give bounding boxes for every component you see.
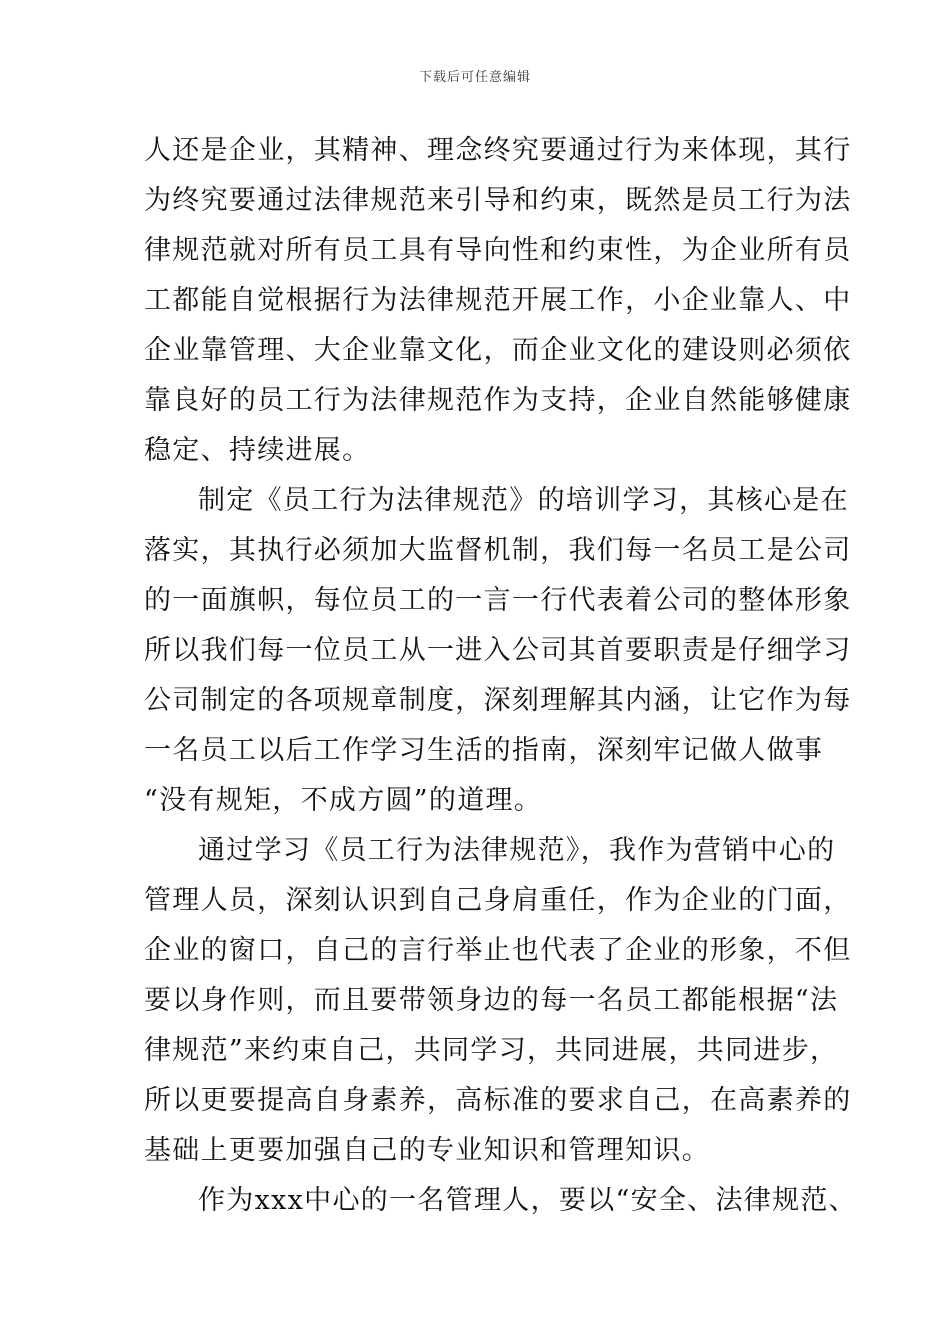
text-line: 管理人员，深刻认识到自己身肩重任，作为企业的门面， xyxy=(144,885,852,916)
text-line: 所以更要提高自身素养，高标准的要求自己，在高素养的 xyxy=(144,1085,852,1116)
text-line: 通过学习《员工行为法律规范》，我作为营销中心的 xyxy=(198,835,836,866)
text-line: 的一面旗帜，每位员工的一言一行代表着公司的整体形象 xyxy=(144,585,852,616)
text-line: 公司制定的各项规章制度，深刻理解其内涵，让它作为每 xyxy=(144,685,852,716)
text-line: 靠良好的员工行为法律规范作为支持，企业自然能够健康 xyxy=(144,385,852,416)
text-line: 律规范就对所有员工具有导向性和约束性，为企业所有员 xyxy=(144,235,852,266)
text-line: 律规范”来约束自己，共同学习，共同进展，共同进步， xyxy=(144,1035,839,1066)
text-line: 作为xxx中心的一名管理人，要以“安全、法律规范、 xyxy=(198,1185,857,1216)
text-line: 制定《员工行为法律规范》的培训学习，其核心是在 xyxy=(198,485,849,516)
text-line: 落实，其执行必须加大监督机制，我们每一名员工是公司 xyxy=(144,535,852,566)
text-line: 工都能自觉根据行为法律规范开展工作，小企业靠人、中 xyxy=(144,285,852,316)
document-body xyxy=(144,126,857,1226)
text-line: 企业靠管理、大企业靠文化，而企业文化的建设则必须依 xyxy=(144,335,852,366)
text-line: 稳定、持续进展。 xyxy=(144,435,371,466)
text-line: 为终究要通过法律规范来引导和约束，既然是员工行为法 xyxy=(144,185,852,216)
text-line: 基础上更要加强自己的专业知识和管理知识。 xyxy=(144,1135,710,1166)
text-line: 所以我们每一位员工从一进入公司其首要职责是仔细学习 xyxy=(144,635,852,666)
text-line: 人还是企业，其精神、理念终究要通过行为来体现，其行 xyxy=(144,135,852,166)
text-line: “没有规矩，不成方圆”的道理。 xyxy=(144,785,543,816)
page-header-note: 下载后可任意编辑 xyxy=(418,70,531,85)
text-line: 一名员工以后工作学习生活的指南，深刻牢记做人做事 xyxy=(144,735,824,766)
text-line: 要以身作则，而且要带领身边的每一名员工都能根据“法 xyxy=(144,985,839,1016)
text-line: 企业的窗口，自己的言行举止也代表了企业的形象，不但 xyxy=(144,935,852,966)
